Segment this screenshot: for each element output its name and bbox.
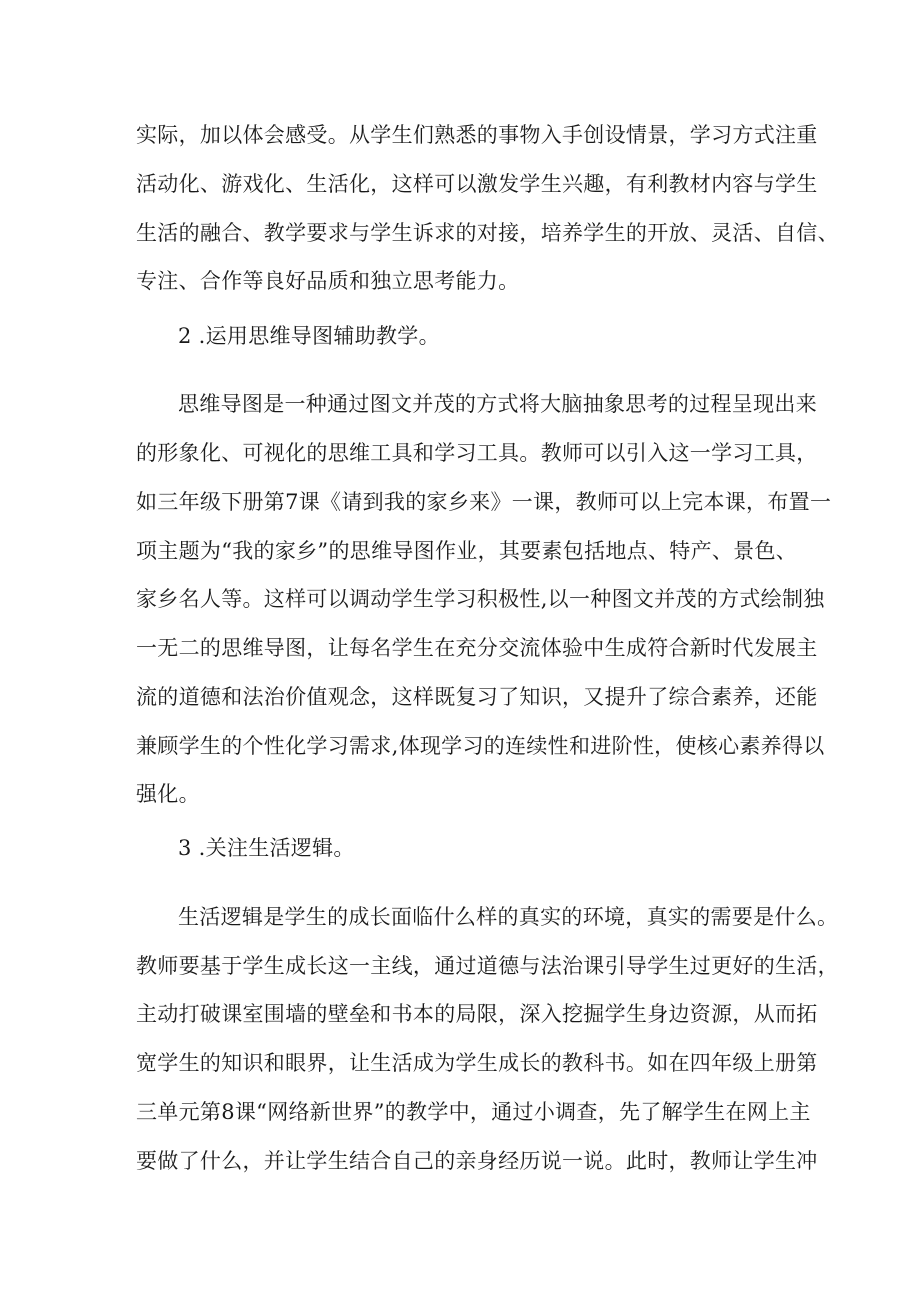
- text-line: 思维导图是一种通过图文并茂的方式将大脑抽象思考的过程呈现出来: [178, 392, 817, 416]
- text-line: 家乡名人等。这样可以调动学生学习积极性,以一种图文并茂的方式绘制独: [136, 587, 825, 611]
- text-line: 如三年级下册第7课《请到我的家乡来》一课，教师可以上完本课，布置一: [136, 490, 832, 514]
- text-line: 一无二的思维导图，让每名学生在充分交流体验中生成符合新时代发展主: [136, 636, 818, 660]
- text-line: 实际，加以体会感受。从学生们熟悉的事物入手创设情景，学习方式注重: [136, 123, 818, 147]
- text-line: 宽学生的知识和眼界，让生活成为学生成长的教科书。如在四年级上册第: [136, 1051, 818, 1075]
- section-heading-2: 2 .运用思维导图辅助教学。: [178, 324, 440, 348]
- text-line: 活动化、游戏化、生活化，这样可以激发学生兴趣，有利教材内容与学生: [136, 172, 818, 196]
- text-line: 要做了什么，并让学生结合自己的亲身经历说一说。此时，教师让学生冲: [136, 1149, 818, 1173]
- text-line: 强化。: [136, 782, 200, 806]
- text-line: 生活逻辑是学生的成长面临什么样的真实的环境，真实的需要是什么。: [178, 905, 839, 929]
- text-line: 的形象化、可视化的思维工具和学习工具。教师可以引入这一学习工具，: [136, 441, 818, 465]
- text-line: 专注、合作等良好品质和独立思考能力。: [136, 269, 520, 293]
- text-line: 主动打破课室围墙的壁垒和书本的局限，深入挖掘学生身边资源，从而拓: [136, 1002, 818, 1026]
- text-line: 兼顾学生的个性化学习需求,体现学习的连续性和进阶性，使核心素养得以: [136, 734, 825, 758]
- text-line: 流的道德和法治价值观念，这样既复习了知识，又提升了综合素养，还能: [136, 685, 818, 709]
- text-line: 教师要基于学生成长这一主线，通过道德与法治课引导学生过更好的生活，: [136, 954, 839, 978]
- text-line: 三单元第8课“网络新世界”的教学中，通过小调查，先了解学生在网上主: [136, 1100, 811, 1124]
- section-heading-3: 3 .关注生活逻辑。: [178, 836, 355, 860]
- text-line: 项主题为“我的家乡”的思维导图作业，其要素包括地点、特产、景色、: [136, 539, 798, 563]
- text-line: 生活的融合、教学要求与学生诉求的对接，培养学生的开放、灵活、自信、: [136, 221, 839, 245]
